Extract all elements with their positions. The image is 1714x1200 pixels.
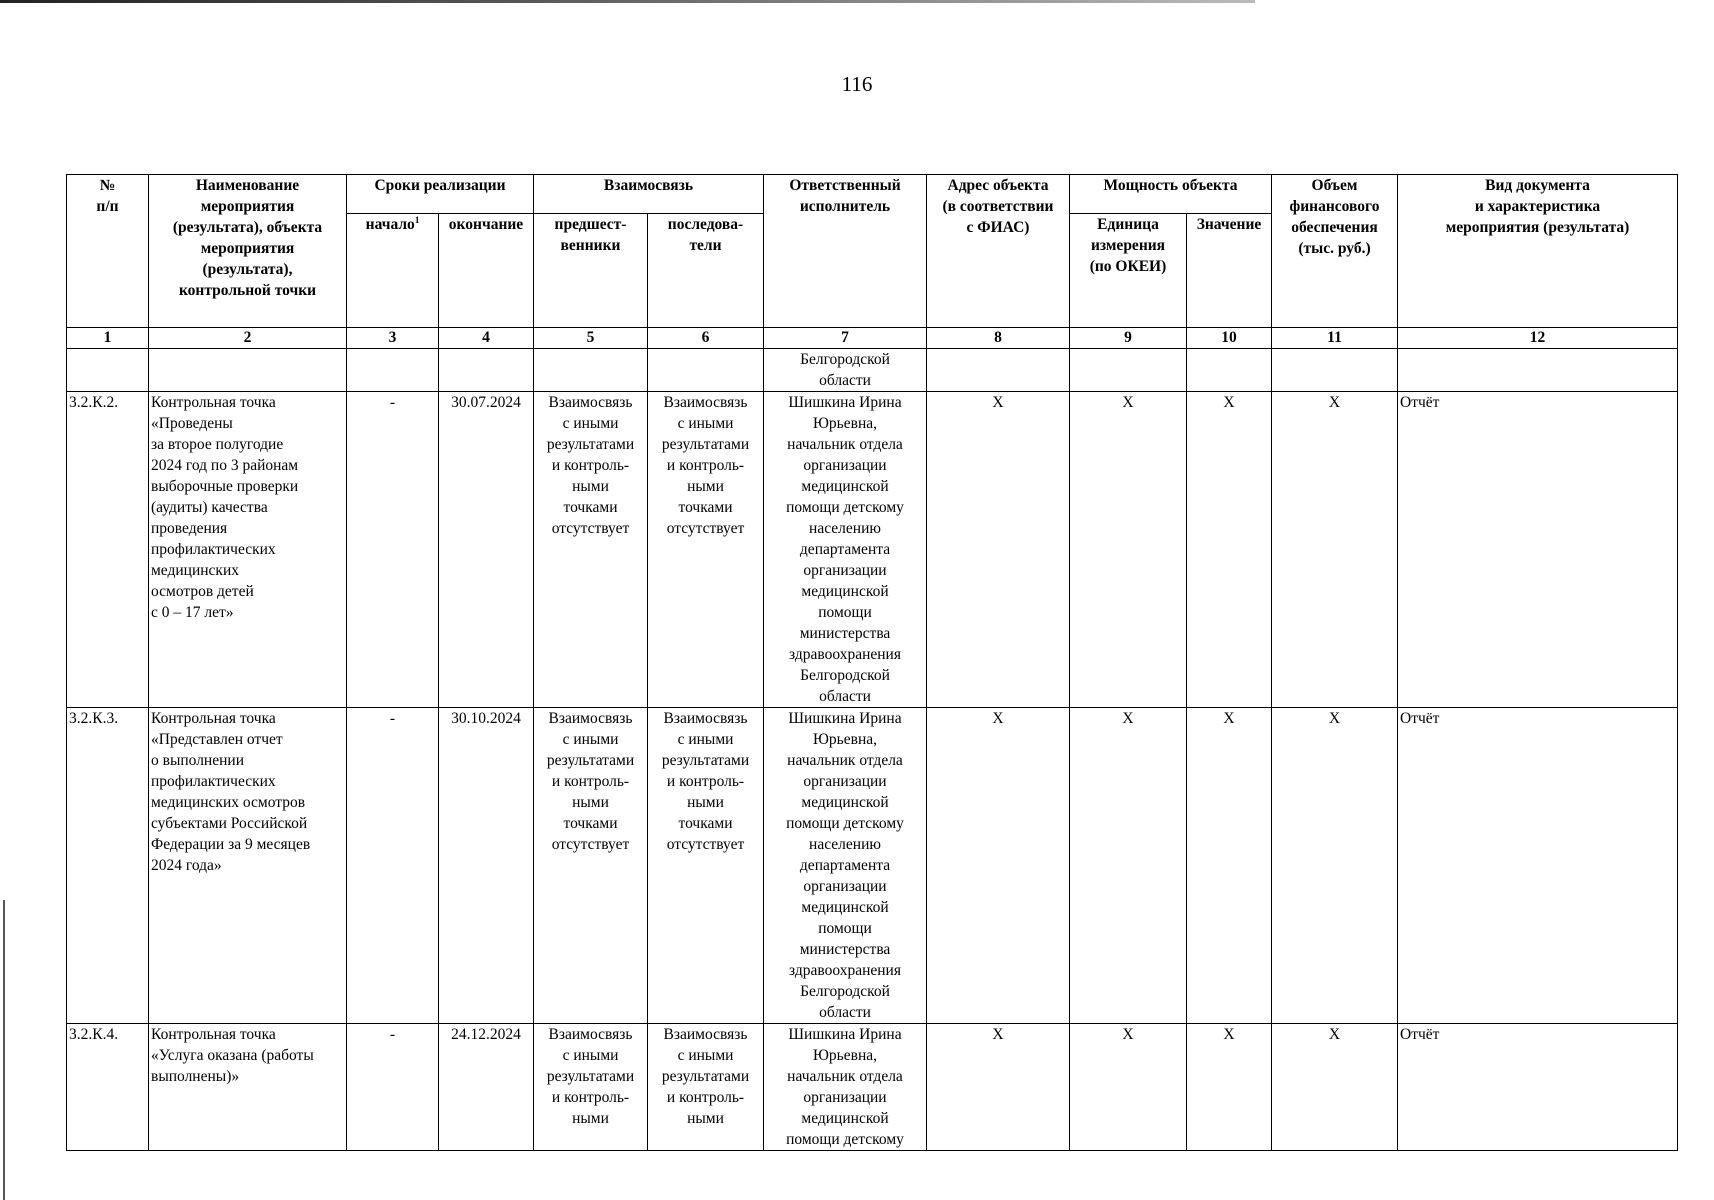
footnote-mark: 1 (414, 214, 420, 225)
text-line: мероприятия (200, 198, 295, 215)
text-line: медицинских осмотров (151, 794, 306, 811)
text-line: Шишкина Ирина (788, 1026, 902, 1043)
text-line: последова- (667, 216, 744, 234)
text-line: Юрьевна, (813, 415, 877, 432)
column-number: 7 (764, 328, 927, 349)
text-line: результатами (546, 1068, 635, 1085)
text-line: профилактических (151, 541, 276, 558)
row-doctype: Отчёт (1398, 708, 1678, 1024)
header-terms: Сроки реализации (347, 175, 534, 214)
text-line: (по ОКЕИ) (1089, 258, 1167, 276)
text-line: выборочные проверки (151, 478, 299, 495)
header-doctype (1398, 175, 1678, 328)
text-line: точками (678, 499, 733, 516)
text-line: Адрес объекта (947, 177, 1049, 194)
text-line: (аудиты) качества (151, 499, 268, 516)
text-line: организации (803, 1089, 887, 1106)
text-line: населению (809, 520, 881, 537)
text-line: организации (803, 878, 887, 895)
column-number: 11 (1272, 328, 1398, 349)
text-line: результатами (546, 436, 635, 453)
text-line: Взаимосвязь (663, 1026, 748, 1043)
column-number: 8 (927, 328, 1070, 349)
text-line: «Проведены (151, 415, 233, 432)
text-line: п/п (96, 198, 119, 215)
text-line: и контроль- (666, 773, 745, 790)
text-line: за второе полугодие (151, 436, 284, 453)
text-line: отсутствует (666, 836, 745, 853)
text-line: здравоохранения (789, 646, 901, 663)
text-line: профилактических (151, 773, 276, 790)
text-line: начальник отдела (787, 1068, 903, 1085)
row-finance: X (1272, 1024, 1398, 1151)
row-value: X (1187, 708, 1272, 1024)
column-number-row (67, 328, 1678, 349)
text-line: предшест- (554, 216, 627, 234)
text-line: и контроль- (666, 1089, 745, 1106)
text-line: ными (572, 1110, 609, 1127)
row-unit: X (1070, 392, 1187, 708)
text-line: организации (803, 562, 887, 579)
text-line: медицинской (801, 899, 889, 916)
text-line: с иными (677, 731, 734, 748)
column-number: 3 (347, 328, 439, 349)
text-line: с иными (677, 1047, 734, 1064)
text-line: и контроль- (551, 773, 630, 790)
text-line: точками (563, 499, 618, 516)
text-line: Вид документа (1485, 177, 1590, 194)
header-successors (648, 214, 764, 328)
row-value: X (1187, 392, 1272, 708)
text-line: Контрольная точка (151, 394, 276, 411)
text-line: министерства (799, 625, 891, 642)
text-line: ными (687, 478, 724, 495)
text-line: помощи (818, 604, 872, 621)
page-number: 116 (841, 72, 873, 96)
text-line: осмотров детей (151, 583, 254, 600)
header-predecessors (534, 214, 648, 328)
text-line: начальник отдела (787, 436, 903, 453)
header-value: Значение (1187, 214, 1272, 328)
text-line: помощи детскому (786, 1131, 904, 1148)
column-number: 2 (149, 328, 347, 349)
text-line: мероприятия (результата) (1445, 219, 1630, 236)
header-num (67, 175, 149, 328)
text-line: Контрольная точка (151, 710, 276, 727)
row-address: X (927, 708, 1070, 1024)
header-unit (1070, 214, 1187, 328)
text-line: и характеристика (1474, 198, 1601, 215)
row-start: - (347, 392, 439, 708)
text-line: начальник отдела (787, 752, 903, 769)
text-line: Взаимосвязь (548, 710, 633, 727)
row-end: 24.12.2024 (439, 1024, 534, 1151)
text-line: выполнены)» (151, 1068, 240, 1085)
text-line: Шишкина Ирина (788, 394, 902, 411)
text-line: Белгородской (800, 983, 890, 1000)
row-number: 3.2.К.4. (67, 1024, 149, 1151)
header-start-label: начало (365, 216, 415, 234)
text-line: области (819, 372, 871, 389)
row-predecessors (534, 392, 648, 708)
column-number: 12 (1398, 328, 1678, 349)
row-responsible (764, 1024, 927, 1151)
text-line: Белгородской (800, 667, 890, 684)
text-line: департамента (799, 857, 891, 874)
text-line: области (819, 688, 871, 705)
text-line: с иными (562, 1047, 619, 1064)
text-line: и контроль- (551, 1089, 630, 1106)
header-responsible (764, 175, 927, 328)
text-line: «Услуга оказана (работы (151, 1047, 314, 1064)
column-number: 4 (439, 328, 534, 349)
text-line: ными (687, 794, 724, 811)
text-line: точками (678, 815, 733, 832)
row-name (149, 1024, 347, 1151)
table-row (67, 708, 1678, 1024)
text-line: организации (803, 773, 887, 790)
text-line: (в соответствии (942, 198, 1054, 215)
row-name (149, 392, 347, 708)
row-successors (648, 392, 764, 708)
header-finance (1272, 175, 1398, 328)
text-line: Взаимосвязь (663, 710, 748, 727)
text-line: Белгородской (800, 351, 890, 368)
text-line: Шишкина Ирина (788, 710, 902, 727)
text-line: результатами (546, 752, 635, 769)
text-line: № (99, 177, 116, 194)
text-line: Юрьевна, (813, 1047, 877, 1064)
text-line: субъектами Российской (151, 815, 308, 832)
text-line: с иными (562, 731, 619, 748)
text-line: тели (689, 237, 722, 255)
text-line: результатами (661, 1068, 750, 1085)
text-line: результатами (661, 436, 750, 453)
row-predecessors (534, 708, 648, 1024)
header-name (149, 175, 347, 328)
continuation-row (67, 349, 1678, 392)
text-line: ными (572, 478, 609, 495)
text-line: контрольной точки (178, 282, 317, 299)
row-end: 30.07.2024 (439, 392, 534, 708)
row-finance: X (1272, 708, 1398, 1024)
text-line: медицинской (801, 794, 889, 811)
text-line: финансового (1289, 198, 1380, 215)
text-line: с иными (677, 415, 734, 432)
row-value: X (1187, 1024, 1272, 1151)
text-line: медицинской (801, 583, 889, 600)
text-line: (результата), объекта (172, 219, 323, 236)
row-successors (648, 708, 764, 1024)
measures-table (66, 174, 1678, 1151)
text-line: Контрольная точка (151, 1026, 276, 1043)
text-line: 2024 год по 3 районам (151, 457, 299, 474)
header-address (927, 175, 1070, 328)
text-line: (результата), (202, 261, 293, 278)
row-end: 30.10.2024 (439, 708, 534, 1024)
row-start: - (347, 708, 439, 1024)
text-line: с иными (562, 415, 619, 432)
column-number: 1 (67, 328, 149, 349)
header-capacity: Мощность объекта (1070, 175, 1272, 214)
table-row (67, 392, 1678, 708)
column-number: 10 (1187, 328, 1272, 349)
text-line: медицинской (801, 478, 889, 495)
row-successors (648, 1024, 764, 1151)
row-doctype: Отчёт (1398, 392, 1678, 708)
table-row (67, 1024, 1678, 1151)
text-line: точками (563, 815, 618, 832)
text-line: ными (687, 1110, 724, 1127)
row-unit: X (1070, 1024, 1187, 1151)
text-line: Взаимосвязь (663, 394, 748, 411)
text-line: медицинских (151, 562, 240, 579)
text-line: отсутствует (666, 520, 745, 537)
row-responsible (764, 392, 927, 708)
text-line: Взаимосвязь (548, 394, 633, 411)
text-line: исполнитель (799, 198, 891, 215)
text-line: Юрьевна, (813, 731, 877, 748)
row-doctype: Отчёт (1398, 1024, 1678, 1151)
text-line: результатами (661, 752, 750, 769)
text-line: области (819, 1004, 871, 1021)
text-line: с ФИАС) (966, 219, 1030, 236)
text-line: Взаимосвязь (548, 1026, 633, 1043)
row-predecessors (534, 1024, 648, 1151)
scan-left-edge (3, 900, 5, 1200)
column-number: 9 (1070, 328, 1187, 349)
text-line: медицинской (801, 1110, 889, 1127)
row-address: X (927, 1024, 1070, 1151)
text-line: «Представлен отчет (151, 731, 283, 748)
text-line: департамента (799, 541, 891, 558)
table-header (67, 175, 1678, 349)
text-line: населению (809, 836, 881, 853)
text-line: министерства (799, 941, 891, 958)
text-line: ными (572, 794, 609, 811)
text-line: отсутствует (551, 520, 630, 537)
text-line: о выполнении (151, 752, 244, 769)
header-end: окончание (439, 214, 534, 328)
text-line: Федерации за 9 месяцев (151, 836, 311, 853)
text-line: обеспечения (1291, 219, 1378, 236)
text-line: помощи (818, 920, 872, 937)
table-body (67, 392, 1678, 1151)
text-line: 2024 года» (151, 857, 222, 874)
row-finance: X (1272, 392, 1398, 708)
header-start (347, 214, 439, 328)
text-line: венники (560, 237, 621, 255)
text-line: проведения (151, 520, 228, 537)
text-line: организации (803, 457, 887, 474)
row-start: - (347, 1024, 439, 1151)
column-number: 5 (534, 328, 648, 349)
row-responsible (764, 708, 927, 1024)
text-line: Наименование (195, 177, 300, 194)
text-line: помощи детскому (786, 815, 904, 832)
row-number: 3.2.К.2. (67, 392, 149, 708)
text-line: и контроль- (666, 457, 745, 474)
continuation-responsible (764, 349, 927, 392)
text-line: здравоохранения (789, 962, 901, 979)
text-line: Ответственный (789, 177, 901, 194)
text-line: с 0 – 17 лет» (151, 604, 234, 621)
text-line: измерения (1090, 237, 1166, 255)
text-line: Единица (1097, 216, 1159, 234)
text-line: и контроль- (551, 457, 630, 474)
text-line: (тыс. руб.) (1298, 240, 1371, 257)
column-number: 6 (648, 328, 764, 349)
text-line: мероприятия (200, 240, 295, 257)
row-name (149, 708, 347, 1024)
text-line: помощи детскому (786, 499, 904, 516)
text-line: отсутствует (551, 836, 630, 853)
text-line: Объем (1311, 177, 1358, 194)
scan-top-edge (0, 0, 1255, 3)
row-number: 3.2.К.3. (67, 708, 149, 1024)
row-unit: X (1070, 708, 1187, 1024)
header-relation: Взаимосвязь (534, 175, 764, 214)
row-address: X (927, 392, 1070, 708)
